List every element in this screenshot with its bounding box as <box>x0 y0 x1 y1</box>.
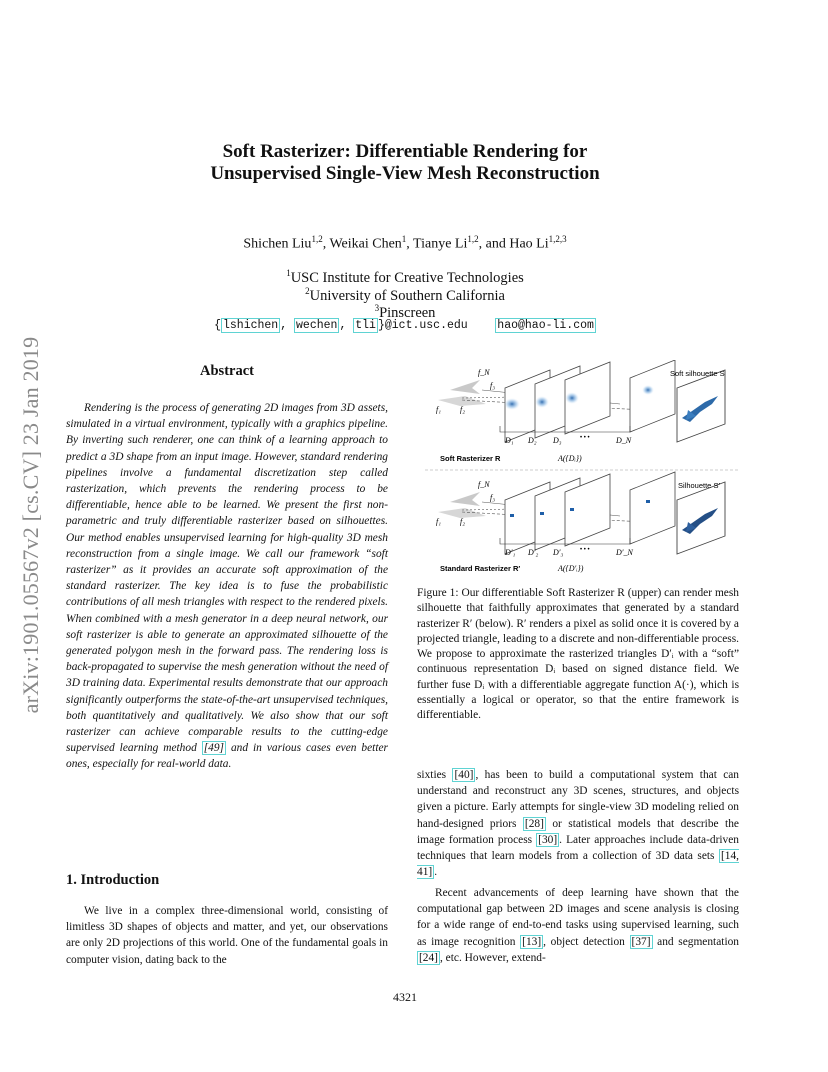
svg-text:D₂: D₂ <box>528 436 537 445</box>
author-list <box>110 234 700 253</box>
abstract-heading: Abstract <box>200 363 254 379</box>
author-and: , and <box>478 236 510 252</box>
svg-text:f₃: f₃ <box>490 493 496 502</box>
author-4-affil: 1,2,3 <box>548 234 567 244</box>
standard-rasterizer-panel <box>436 472 725 573</box>
right-column-paragraph-1: sixties [40] , has been to build a computational system that can understand and reconstruct any 3D scenes, structures, and objects given a picture. Early attempts for single-view 3D modeling relied on hand-designed priors [28] or statistical models that describe the image formation process [30] . Later approaches include data-driven techniques that learn models from a collection of 3D data sets [14, 41] . <box>417 769 739 879</box>
label-f1: f₁ <box>436 405 442 414</box>
title-line-2: Unsupervised Single-View Mesh Reconstruction <box>210 163 600 184</box>
svg-text:D′_N: D′_N <box>616 548 633 557</box>
svg-text:D_N: D_N <box>616 436 632 445</box>
label-fN: f_N <box>478 368 490 377</box>
page-number: 4321 <box>393 990 417 1004</box>
svg-text:f₂: f₂ <box>460 517 466 526</box>
label-aggregate-top: A({Dᵢ}) <box>558 454 582 463</box>
citation-28[interactable]: [28] <box>524 817 544 830</box>
author-2-affil: 1 <box>401 234 407 244</box>
label-f3: f₃ <box>490 381 496 390</box>
affiliation-3: $^3$Pinscreen <box>374 303 436 321</box>
svg-text:D₁: D₁ <box>505 436 514 445</box>
citation-13[interactable]: [13] <box>522 935 542 948</box>
label-f2: f₂ <box>460 405 466 414</box>
svg-text:D′₂: D′₂ <box>528 548 539 557</box>
svg-text:• • •: • • • <box>580 435 590 441</box>
email-link-tli[interactable]: tli <box>355 319 376 332</box>
citation-37[interactable]: [37] <box>631 935 651 948</box>
svg-text:f_N: f_N <box>478 480 490 489</box>
affiliation-1: $^1$USC Institute for Creative Technologies <box>286 268 524 286</box>
email-link-hao[interactable]: hao@hao-li.com <box>497 319 594 332</box>
svg-text:D′₃: D′₃ <box>553 548 564 557</box>
introduction-text: We live in a complex three-dimensional world, consisting of limitless 3D shapes of objects and matter, and yet, our observations are only 2D projections of this world. One of the fundamental goals in computer vision, dating back to the <box>66 905 388 966</box>
author-3-affil: 1,2 <box>467 234 479 244</box>
label-aggregate-bottom: A({D′ᵢ}) <box>558 564 584 573</box>
right-column-paragraph-2: Recent advancements of deep learning have shown that the computational gap between 2D images and scene analysis is closing for a wide range of end-to-end tasks using supervised learning, such as image recognition [13] , object detection [37] and segmentation [24] , etc. However, extend- <box>417 887 740 964</box>
email-link-wechen[interactable]: wechen <box>296 319 338 332</box>
citation-14-41[interactable]: [14, 41] <box>417 850 739 879</box>
paper-title <box>110 141 700 185</box>
abstract-text: Rendering is the process of generating 2D images from 3D assets, simulated in a virtual environment, typically with a graphics pipeline. By inverting such renderer, one can think of a learning approach to predict a 3D shape from an input image. However, standard rendering pipelines involve a fundamental discretization step called rasterization, which prevents the rendering process to be differentiable, hence able to be learned. We present the first non-parametric and truly differentiable rasterizer based on silhouettes. Our method enables unsupervised learning for high-quality 3D mesh reconstruction from a single image. We call our framework “soft rasterizer” as it provides an accurate soft approximation of the standard rasterizer. The key idea is to fuse the probabilistic contributions of all mesh triangles with respect to the rendered pixels. When combined with a mesh generator in a deep neural network, our soft rasterizer is able to generate an approximated silhouette of the generated polygon mesh in the forward pass. The rendering loss is back-propagated to supervise the mesh generation without the need of 3D training data. Experimental results demonstrate that our approach significantly outperforms the state-of-the-art unsupervised techniques, both quantitatively and qualitatively. We also show that our soft rasterizer can achieve comparable results to the cutting-edge supervised learning method [49] and in various cases even better ones, especially for real-world data. <box>66 402 388 771</box>
author-1-affil: 1,2 <box>311 234 323 244</box>
author-1: Shichen Liu <box>243 236 312 252</box>
title-line-1: Soft Rasterizer: Differentiable Rendering for <box>222 141 588 162</box>
section-heading-introduction: 1. Introduction <box>66 872 160 888</box>
author-sep: , <box>322 236 330 252</box>
airplane-mesh-icon <box>450 380 480 394</box>
svg-text:• • •: • • • <box>580 547 590 553</box>
label-silhouette: Silhouette S′ <box>678 481 720 490</box>
label-standard-rasterizer: Standard Rasterizer R′ <box>440 564 521 573</box>
svg-text:f₁: f₁ <box>436 517 442 526</box>
airplane-mesh-icon <box>450 492 480 506</box>
author-2: Weikai Chen <box>329 236 402 252</box>
citation-30[interactable]: [30] <box>538 833 558 846</box>
svg-text:D₃: D₃ <box>553 436 562 445</box>
svg-text:D′₁: D′₁ <box>505 548 516 557</box>
label-soft-silhouette: Soft silhouette S <box>670 369 725 378</box>
author-sep: , <box>406 236 414 252</box>
citation-49[interactable]: [49] <box>203 742 224 755</box>
email-link-lshichen[interactable]: lshichen <box>222 319 279 332</box>
figure-1-caption: Figure 1: Our differentiable Soft Rasterizer R (upper) can render mesh silhouette that faithfully approximates that generated by a standard rasterizer R′ (below). R′ renders a pixel as solid once it is covered by a projected triangle, leading to a discrete and non-differentiable process. We propose to approximate the rasterized triangles D′ᵢ with a “soft” continuous representation Dᵢ based on signed distance field. We further fuse Dᵢ with a differentiable aggregate function A(·), which is essentially a logical or operator, so that the entire framework is differentiable. <box>417 587 739 722</box>
figure-1-diagram <box>420 360 740 582</box>
email-line: { lshichen , wechen , tli }@ict.usc.edu hao@hao-li.com <box>214 319 594 332</box>
author-3: Tianye Li <box>413 236 468 252</box>
author-4: Hao Li <box>509 236 549 252</box>
citation-24[interactable]: [24] <box>419 951 438 964</box>
arxiv-stamp: arXiv:1901.05567v2 [cs.CV] 23 Jan 2019 <box>18 336 43 714</box>
affiliation-2: $^2$University of Southern California <box>305 286 505 304</box>
citation-40[interactable]: [40] <box>454 769 474 781</box>
label-soft-rasterizer: Soft Rasterizer R <box>440 454 501 463</box>
soft-rasterizer-panel <box>436 360 725 463</box>
